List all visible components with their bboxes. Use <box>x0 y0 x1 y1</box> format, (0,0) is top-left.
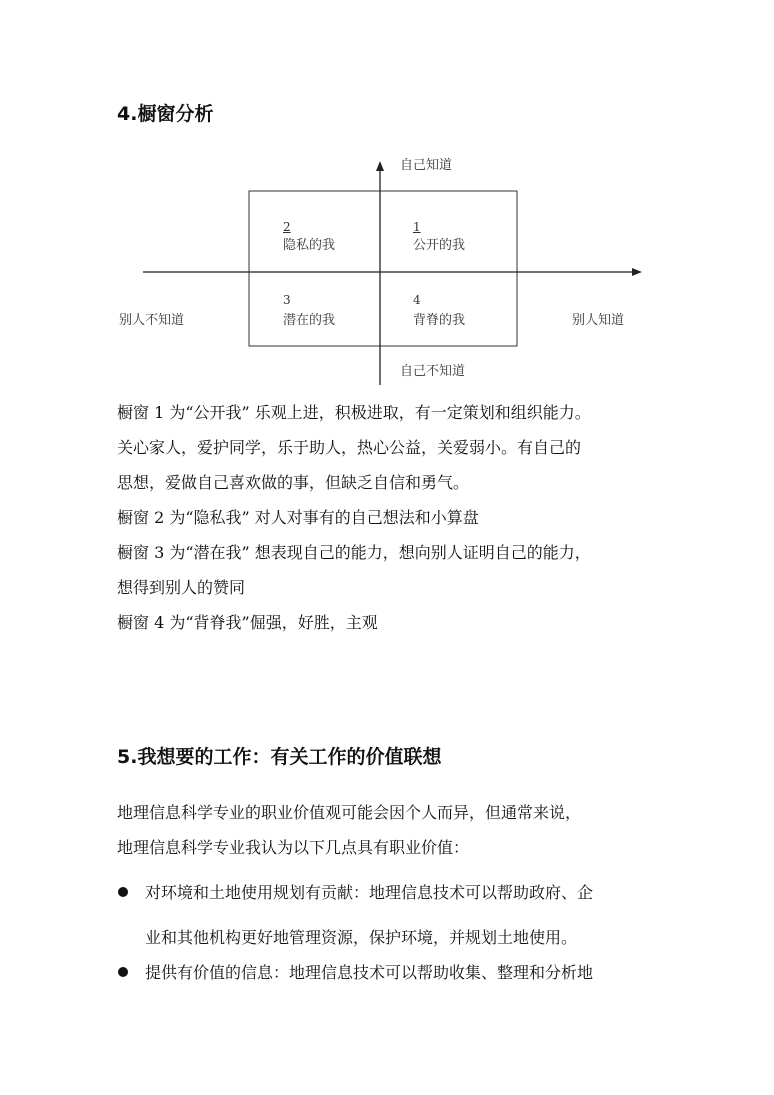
top-axis-label: 自己知道 <box>400 158 453 173</box>
quadrant-label: 隐私的我 <box>283 238 336 253</box>
quadrant-number: 3 <box>283 293 291 307</box>
quadrant-label: 潜在的我 <box>283 313 336 328</box>
text-line: 地理信息科学专业的职业价值观可能会因个人而异，但通常来说， <box>117 803 582 822</box>
text-line: 关心家人，爱护同学，乐于助人，热心公益，关爱弱小。有自己的 <box>117 438 582 457</box>
bullet-text-line: 业和其他机构更好地管理资源，保护环境，并规划土地使用。 <box>145 928 578 947</box>
right-arrow-icon <box>632 268 642 276</box>
left-axis-label: 别人不知道 <box>119 313 185 328</box>
text-line: 橱窗 3 为“潜在我” 想表现自己的能力，想向别人证明自己的能力， <box>117 543 591 562</box>
bullet-text-line: 对环境和土地使用规划有贡献：地理信息技术可以帮助政府、企 <box>145 883 594 902</box>
bullet-icon <box>118 887 128 897</box>
quadrant-number: 4 <box>413 293 421 307</box>
text-line: 想得到别人的赞同 <box>117 578 246 597</box>
window-analysis-text <box>117 395 677 640</box>
text-line: 橱窗 1 为“公开我” 乐观上进，积极进取，有一定策划和组织能力。 <box>117 403 591 422</box>
intro-text <box>117 795 677 865</box>
bullet-text-line: 提供有价值的信息：地理信息技术可以帮助收集、整理和分析地 <box>145 963 594 982</box>
diagram-lines <box>0 0 774 400</box>
quadrant-label: 公开的我 <box>413 238 466 253</box>
text-line: 思想，爱做自己喜欢做的事，但缺乏自信和勇气。 <box>117 473 470 492</box>
right-axis-label: 别人知道 <box>572 313 625 328</box>
bottom-axis-label: 自己不知道 <box>400 364 466 379</box>
quadrant-number: 1 <box>413 220 421 234</box>
text-line: 橱窗 2 为“隐私我” 对人对事有的自己想法和小算盘 <box>117 508 479 527</box>
bullet-icon <box>118 967 128 977</box>
section-heading-4: 4.橱窗分析 <box>117 103 214 125</box>
text-line: 地理信息科学专业我认为以下几点具有职业价值： <box>117 838 470 857</box>
quadrant-number: 2 <box>283 220 291 234</box>
up-arrow-icon <box>376 161 384 171</box>
text-line: 橱窗 4 为“背脊我”倔强，好胜，主观 <box>117 613 378 632</box>
quadrant-label: 背脊的我 <box>413 313 466 328</box>
section-heading-5: 5.我想要的工作：有关工作的价值联想 <box>117 746 442 768</box>
